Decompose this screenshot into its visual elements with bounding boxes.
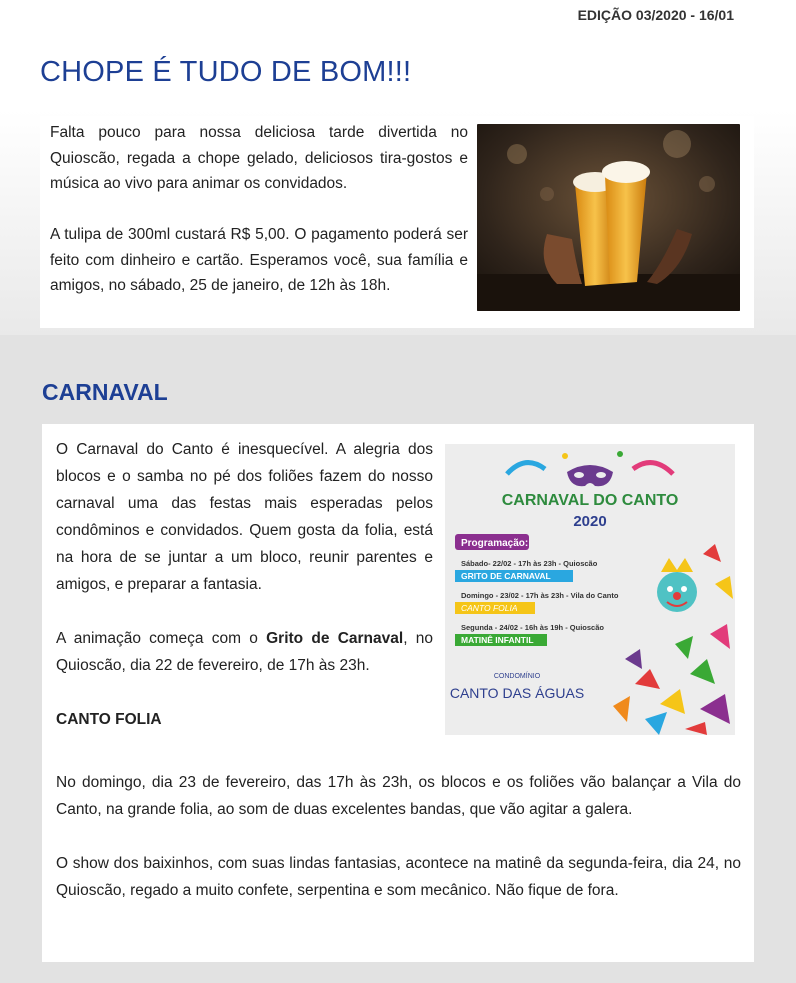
- poster-event-1-name: GRITO DE CARNAVAL: [461, 571, 551, 581]
- chope-paragraph-2: A tulipa de 300ml custará R$ 5,00. O pagamento poderá ser feito com dinheiro e cartão. Esperamos você, sua família e amigos, no sábado, 25 de janeiro, de 12h às 18h.: [50, 226, 468, 294]
- edition-label: EDIÇÃO 03/2020 - 16/01: [577, 7, 734, 23]
- carnaval-text-bottom: [56, 769, 741, 931]
- carnaval-intro: O Carnaval do Canto é inesquecível. A alegria dos blocos e o samba no pé dos foliões fazem do nosso carnaval uma das festas mais esperadas pelos condôminos e convidados. Quem gosta da folia, está na hora de se juntar a um bloco, reunir parentes e amigos, e preparar a fantasia.: [56, 441, 433, 593]
- poster-event-3-name: MATINÊ INFANTIL: [461, 635, 534, 645]
- poster-program-label: Programação:: [461, 538, 529, 549]
- poster-event-3-when: Segunda - 24/02 - 16h às 19h - Quioscão: [461, 623, 604, 632]
- carnival-poster: [445, 444, 735, 735]
- beer-toast-photo: [477, 124, 740, 311]
- carnaval-grito-paragraph: [56, 625, 433, 679]
- poster-condo-label: CONDOMÍNIO: [493, 673, 541, 680]
- canto-folia-paragraph: No domingo, dia 23 de fevereiro, das 17h às 23h, os blocos e os foliões vão balançar a Vila do Canto, na grande folia, ao som de duas excelentes bandas, que vão agitar a galera.: [56, 774, 741, 818]
- poster-condo-name: CANTO DAS ÁGUAS: [449, 685, 585, 701]
- grito-bold: Grito de Carnaval: [266, 630, 404, 647]
- canto-folia-subhead: CANTO FOLIA: [56, 711, 162, 728]
- matine-paragraph: O show dos baixinhos, com suas lindas fantasias, acontece na matinê da segunda-feira, dia 24, no Quioscão, regado a muito confete, serpentina e som mecânico. Não fique de fora.: [56, 855, 741, 899]
- poster-event-2-name: CANTO FOLIA: [461, 603, 518, 613]
- chope-card: [40, 116, 754, 328]
- poster-event-2-when: Domingo - 23/02 - 17h às 23h - Vila do Canto: [461, 591, 619, 600]
- chope-paragraph-1: Falta pouco para nossa deliciosa tarde divertida no Quioscão, regada a chope gelado, deliciosos tira-gostos e música ao vivo para animar os convidados.: [50, 124, 468, 192]
- poster-event-1-when: Sábado- 22/02 - 17h às 23h - Quioscão: [461, 559, 598, 568]
- carnaval-title: CARNAVAL: [42, 379, 168, 405]
- carnaval-card: [42, 424, 754, 962]
- poster-year: 2020: [573, 513, 607, 530]
- chope-text: [50, 120, 468, 299]
- poster-title: CARNAVAL DO CANTO: [501, 492, 679, 509]
- grito-text-before: A animação começa com o: [56, 630, 267, 647]
- grito-text-after: , no Quioscão, dia 22 de fevereiro, de 17h às 23h.: [56, 630, 433, 674]
- chope-title: CHOPE É TUDO DE BOM!!!: [40, 56, 412, 88]
- carnaval-text-top: [56, 436, 433, 760]
